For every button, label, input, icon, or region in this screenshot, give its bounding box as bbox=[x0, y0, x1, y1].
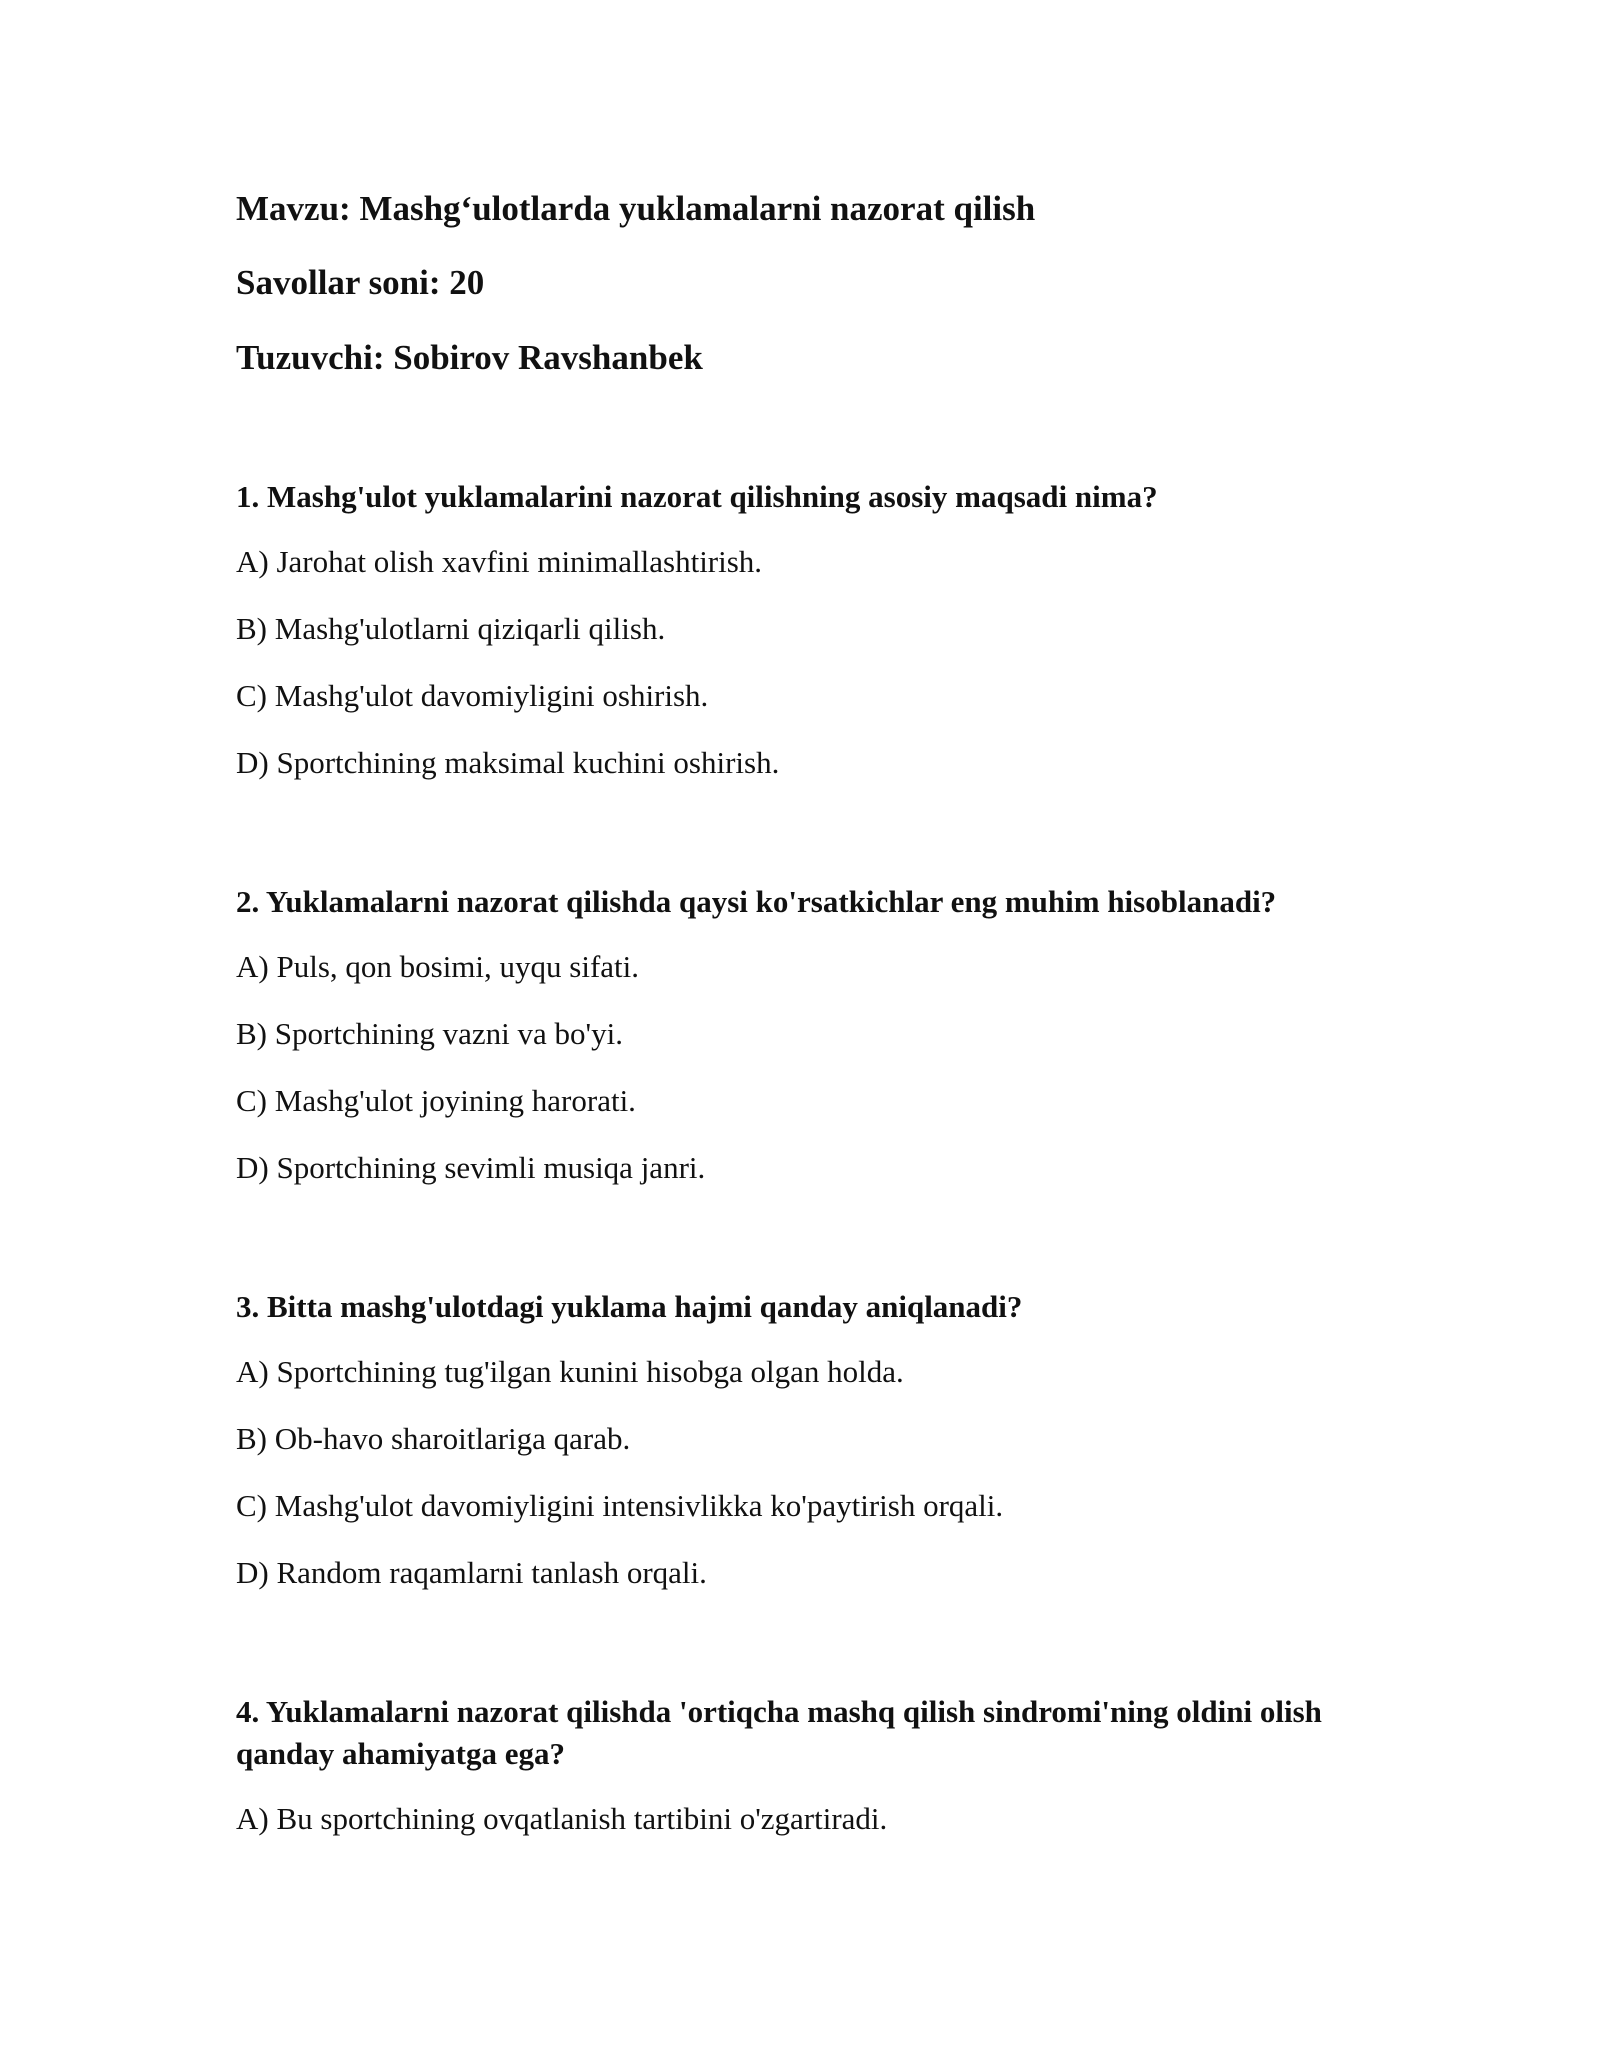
question-title: 3. Bitta mashg'ulotdagi yuklama hajmi qanday aniqlanadi? bbox=[236, 1289, 1023, 1324]
option-b: B) Mashg'ulotlarni qiziqarli qilish. bbox=[236, 611, 666, 646]
option-b: B) Ob-havo sharoitlariga qarab. bbox=[236, 1421, 631, 1456]
author-line: Tuzuvchi: Sobirov Ravshanbek bbox=[236, 338, 703, 377]
option-c: C) Mashg'ulot joyining harorati. bbox=[236, 1083, 636, 1118]
option-a: A) Jarohat olish xavfini minimallashtirish. bbox=[236, 544, 763, 579]
option-a: A) Bu sportchining ovqatlanish tartibini o'zgartiradi. bbox=[236, 1801, 888, 1836]
option-b: B) Sportchining vazni va bo'yi. bbox=[236, 1016, 624, 1051]
question-2 bbox=[236, 881, 1277, 1185]
option-d: D) Random raqamlarni tanlash orqali. bbox=[236, 1555, 707, 1590]
question-title: 2. Yuklamalarni nazorat qilishda qaysi ko'rsatkichlar eng muhim hisoblanadi? bbox=[236, 884, 1277, 919]
option-a: A) Puls, qon bosimi, uyqu sifati. bbox=[236, 949, 640, 984]
question-4 bbox=[236, 1691, 1366, 1836]
question-count: Savollar soni: 20 bbox=[236, 263, 485, 302]
topic-heading: Mavzu: Mashg‘ulotlarda yuklamalarni nazorat qilish bbox=[236, 189, 1036, 228]
option-a: A) Sportchining tug'ilgan kunini hisobga olgan holda. bbox=[236, 1354, 904, 1389]
option-d: D) Sportchining sevimli musiqa janri. bbox=[236, 1150, 706, 1185]
option-c: C) Mashg'ulot davomiyligini oshirish. bbox=[236, 678, 709, 713]
question-1 bbox=[236, 476, 1158, 780]
option-d: D) Sportchining maksimal kuchini oshirish. bbox=[236, 745, 780, 780]
option-c: C) Mashg'ulot davomiyligini intensivlikka ko'paytirish orqali. bbox=[236, 1488, 1004, 1523]
question-title: 1. Mashg'ulot yuklamalarini nazorat qilishning asosiy maqsadi nima? bbox=[236, 479, 1158, 514]
question-title: 4. Yuklamalarni nazorat qilishda 'ortiqcha mashq qilish sindromi'ning oldini olish qanday ahamiyatga ega? bbox=[236, 1694, 1322, 1771]
question-3 bbox=[236, 1286, 1023, 1590]
